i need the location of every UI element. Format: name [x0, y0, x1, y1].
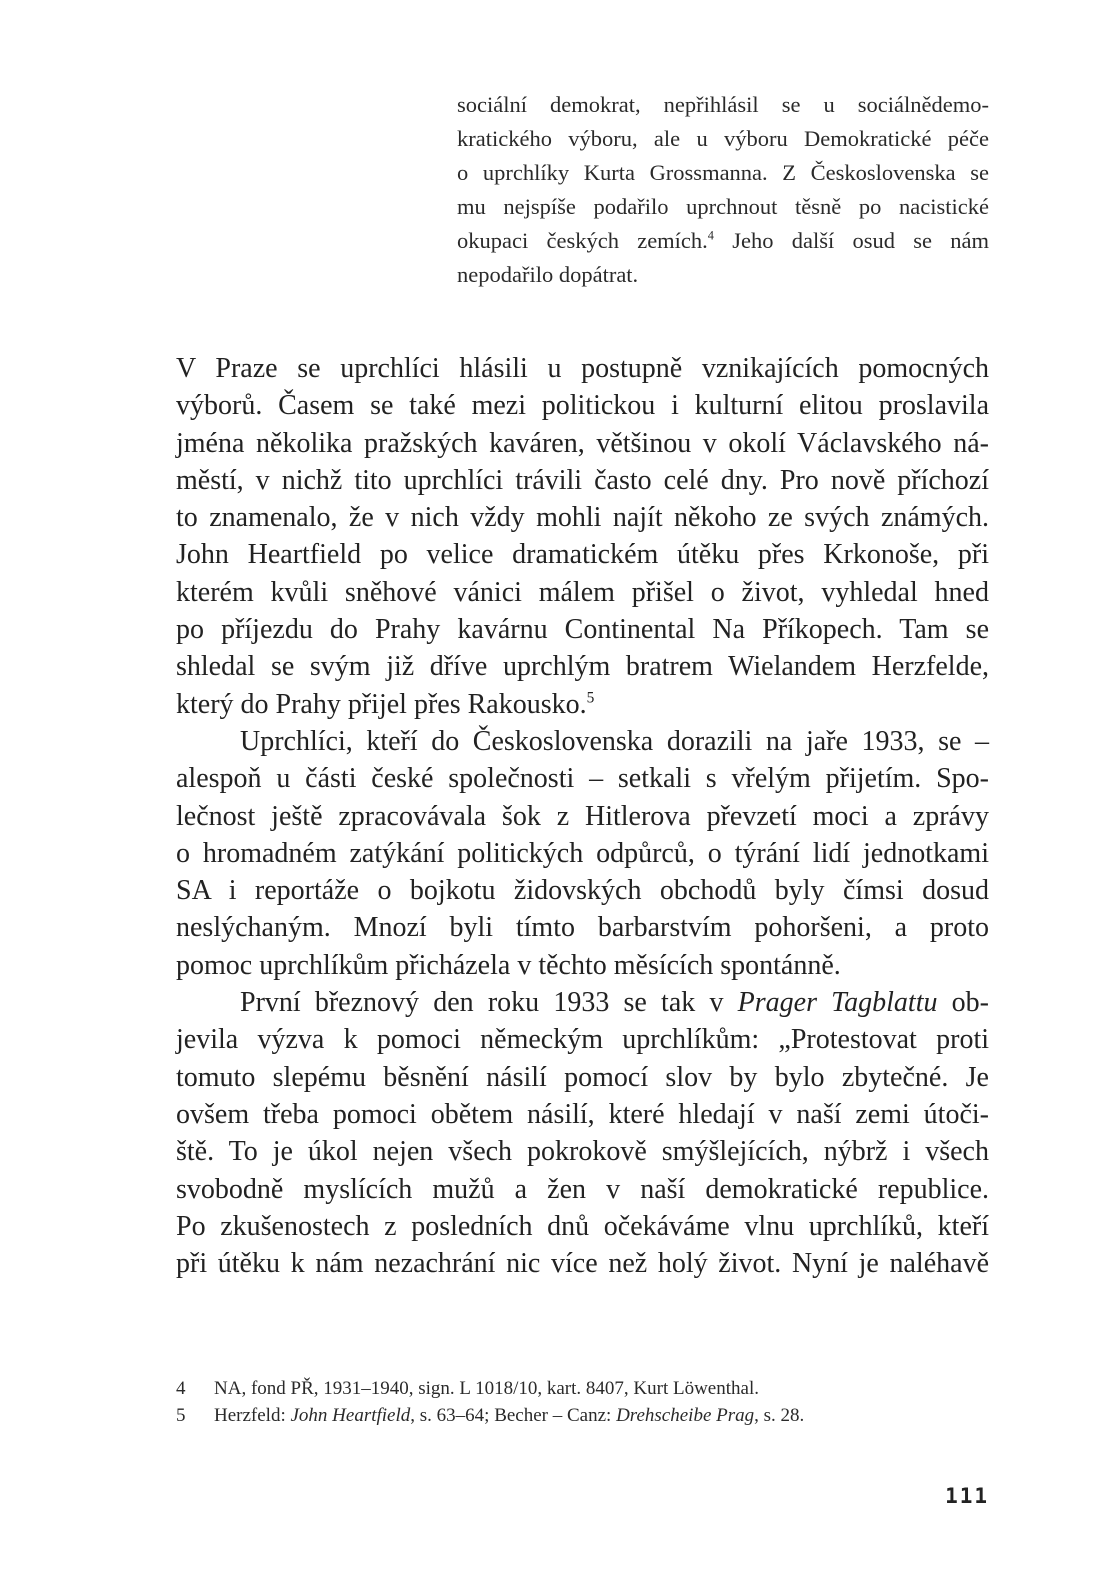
text-line: o hromadném zatýkání politických odpůrců, o týrání lidí jednotkami	[176, 837, 989, 869]
line-text: ob-	[937, 987, 990, 1019]
text-line: lečnost ještě zpracovávala šok z Hitlerova převzetí moci a zprávy	[176, 800, 989, 832]
footnote-5	[176, 1402, 989, 1429]
footnote-4	[176, 1375, 989, 1402]
footnote-text-part: , s. 63–64; Becher – Canz:	[410, 1405, 617, 1426]
text-line: jména několika pražských kaváren, většinou v okolí Václavského ná-	[176, 427, 989, 459]
text-line: jevila výzva k pomoci německým uprchlíkům: „Protestovat proti	[176, 1024, 989, 1056]
footnote-text: NA, fond PŘ, 1931–1940, sign. L 1018/10, kart. 8407, Kurt Löwenthal.	[214, 1378, 759, 1399]
main-text	[176, 350, 989, 1282]
text-line: po příjezdu do Prahy kavárnu Continental Na Příkopech. Tam se	[176, 614, 989, 646]
footnote-number: 4	[176, 1378, 186, 1399]
text-line: neslýchaným. Mnozí byli tímto barbarstvím pohoršeni, a proto	[176, 912, 989, 944]
boxed-line: o uprchlíky Kurta Grossmanna. Z Československa se	[457, 160, 989, 185]
text-line: tomuto slepému běsnění násilí pomocí slov by bylo zbytečné. Je	[176, 1061, 989, 1093]
boxed-line: nepodařilo dopátrat.	[457, 262, 639, 287]
footnote-ref-4[interactable]: 4	[707, 228, 714, 243]
footnotes	[176, 1375, 989, 1429]
text-line: pomoc uprchlíkům přicházela v těchto měsících spontánně.	[176, 949, 841, 981]
text-line	[176, 686, 989, 723]
text-line: shledal se svým již dříve uprchlým bratrem Wielandem Herzfelde,	[176, 651, 989, 683]
text-line: Uprchlíci, kteří do Československa dorazili na jaře 1933, se –	[240, 725, 989, 757]
text-line: V Praze se uprchlíci hlásili u postupně vznikajících pomocných	[176, 353, 989, 384]
footnote-text-part: , s. 28.	[754, 1405, 805, 1426]
quoted-biography-block	[457, 88, 989, 292]
line-text: První březnový den roku 1933 se tak v	[240, 987, 738, 1019]
text-line: svobodně myslících mužů a žen v naší demokratické republice.	[176, 1173, 989, 1205]
text-line: kterém kvůli sněhové vánici málem přišel o život, vyhledal hned	[176, 576, 989, 608]
footnote-number: 5	[176, 1405, 186, 1426]
footnote-text-part: Herzfeld:	[214, 1405, 291, 1426]
text-line	[176, 984, 989, 1021]
boxed-line: kratického výboru, ale u výboru Demokratické péče	[457, 126, 989, 151]
text-line: výborů. Časem se také mezi politickou i kulturní elitou proslavila	[176, 390, 989, 422]
boxed-line: sociální demokrat, nepřihlásil se u sociálnědemo-	[457, 92, 989, 117]
boxed-text: okupaci českých zemích.	[457, 228, 708, 253]
text-line: ště. To je úkol nejen všech pokrokově smýšlejících, nýbrž i všech	[176, 1136, 989, 1168]
text-line: městí, v nichž tito uprchlíci trávili často celé dny. Pro nově příchozí	[176, 464, 989, 496]
text-line: Po zkušenostech z posledních dnů očekáváme vlnu uprchlíků, kteří	[176, 1210, 989, 1242]
text-line: to znamenalo, že v nich vždy mohli najít někoho ze svých známých.	[176, 502, 989, 534]
text-line: John Heartfield po velice dramatickém útěku přes Krkonoše, při	[176, 539, 989, 571]
text-line: ovšem třeba pomoci obětem násilí, které hledají v naší zemi útoči-	[176, 1098, 989, 1130]
text-line: při útěku k nám nezachrání nic více než holý život. Nyní je naléhavě	[176, 1248, 989, 1280]
boxed-line	[457, 224, 989, 258]
line-text: který do Prahy přijel přes Rakousko.	[176, 688, 587, 720]
text-line: SA i reportáže o bojkotu židovských obchodů byly čímsi dosud	[176, 875, 989, 907]
book-title: Drehscheibe Prag	[616, 1405, 755, 1426]
book-title: John Heartfield	[290, 1405, 411, 1426]
newspaper-title: Prager Tagblattu	[737, 987, 938, 1019]
footnote-ref-5[interactable]: 5	[586, 689, 595, 707]
boxed-line: mu nejspíše podařilo uprchnout těsně po nacistické	[457, 194, 989, 219]
page-number: 111	[945, 1484, 989, 1508]
boxed-text: Jeho další osud se nám	[713, 228, 989, 253]
footnote-text	[214, 1402, 804, 1429]
text-line: alespoň u části české společnosti – setkali s vřelým přijetím. Spo-	[176, 763, 989, 795]
